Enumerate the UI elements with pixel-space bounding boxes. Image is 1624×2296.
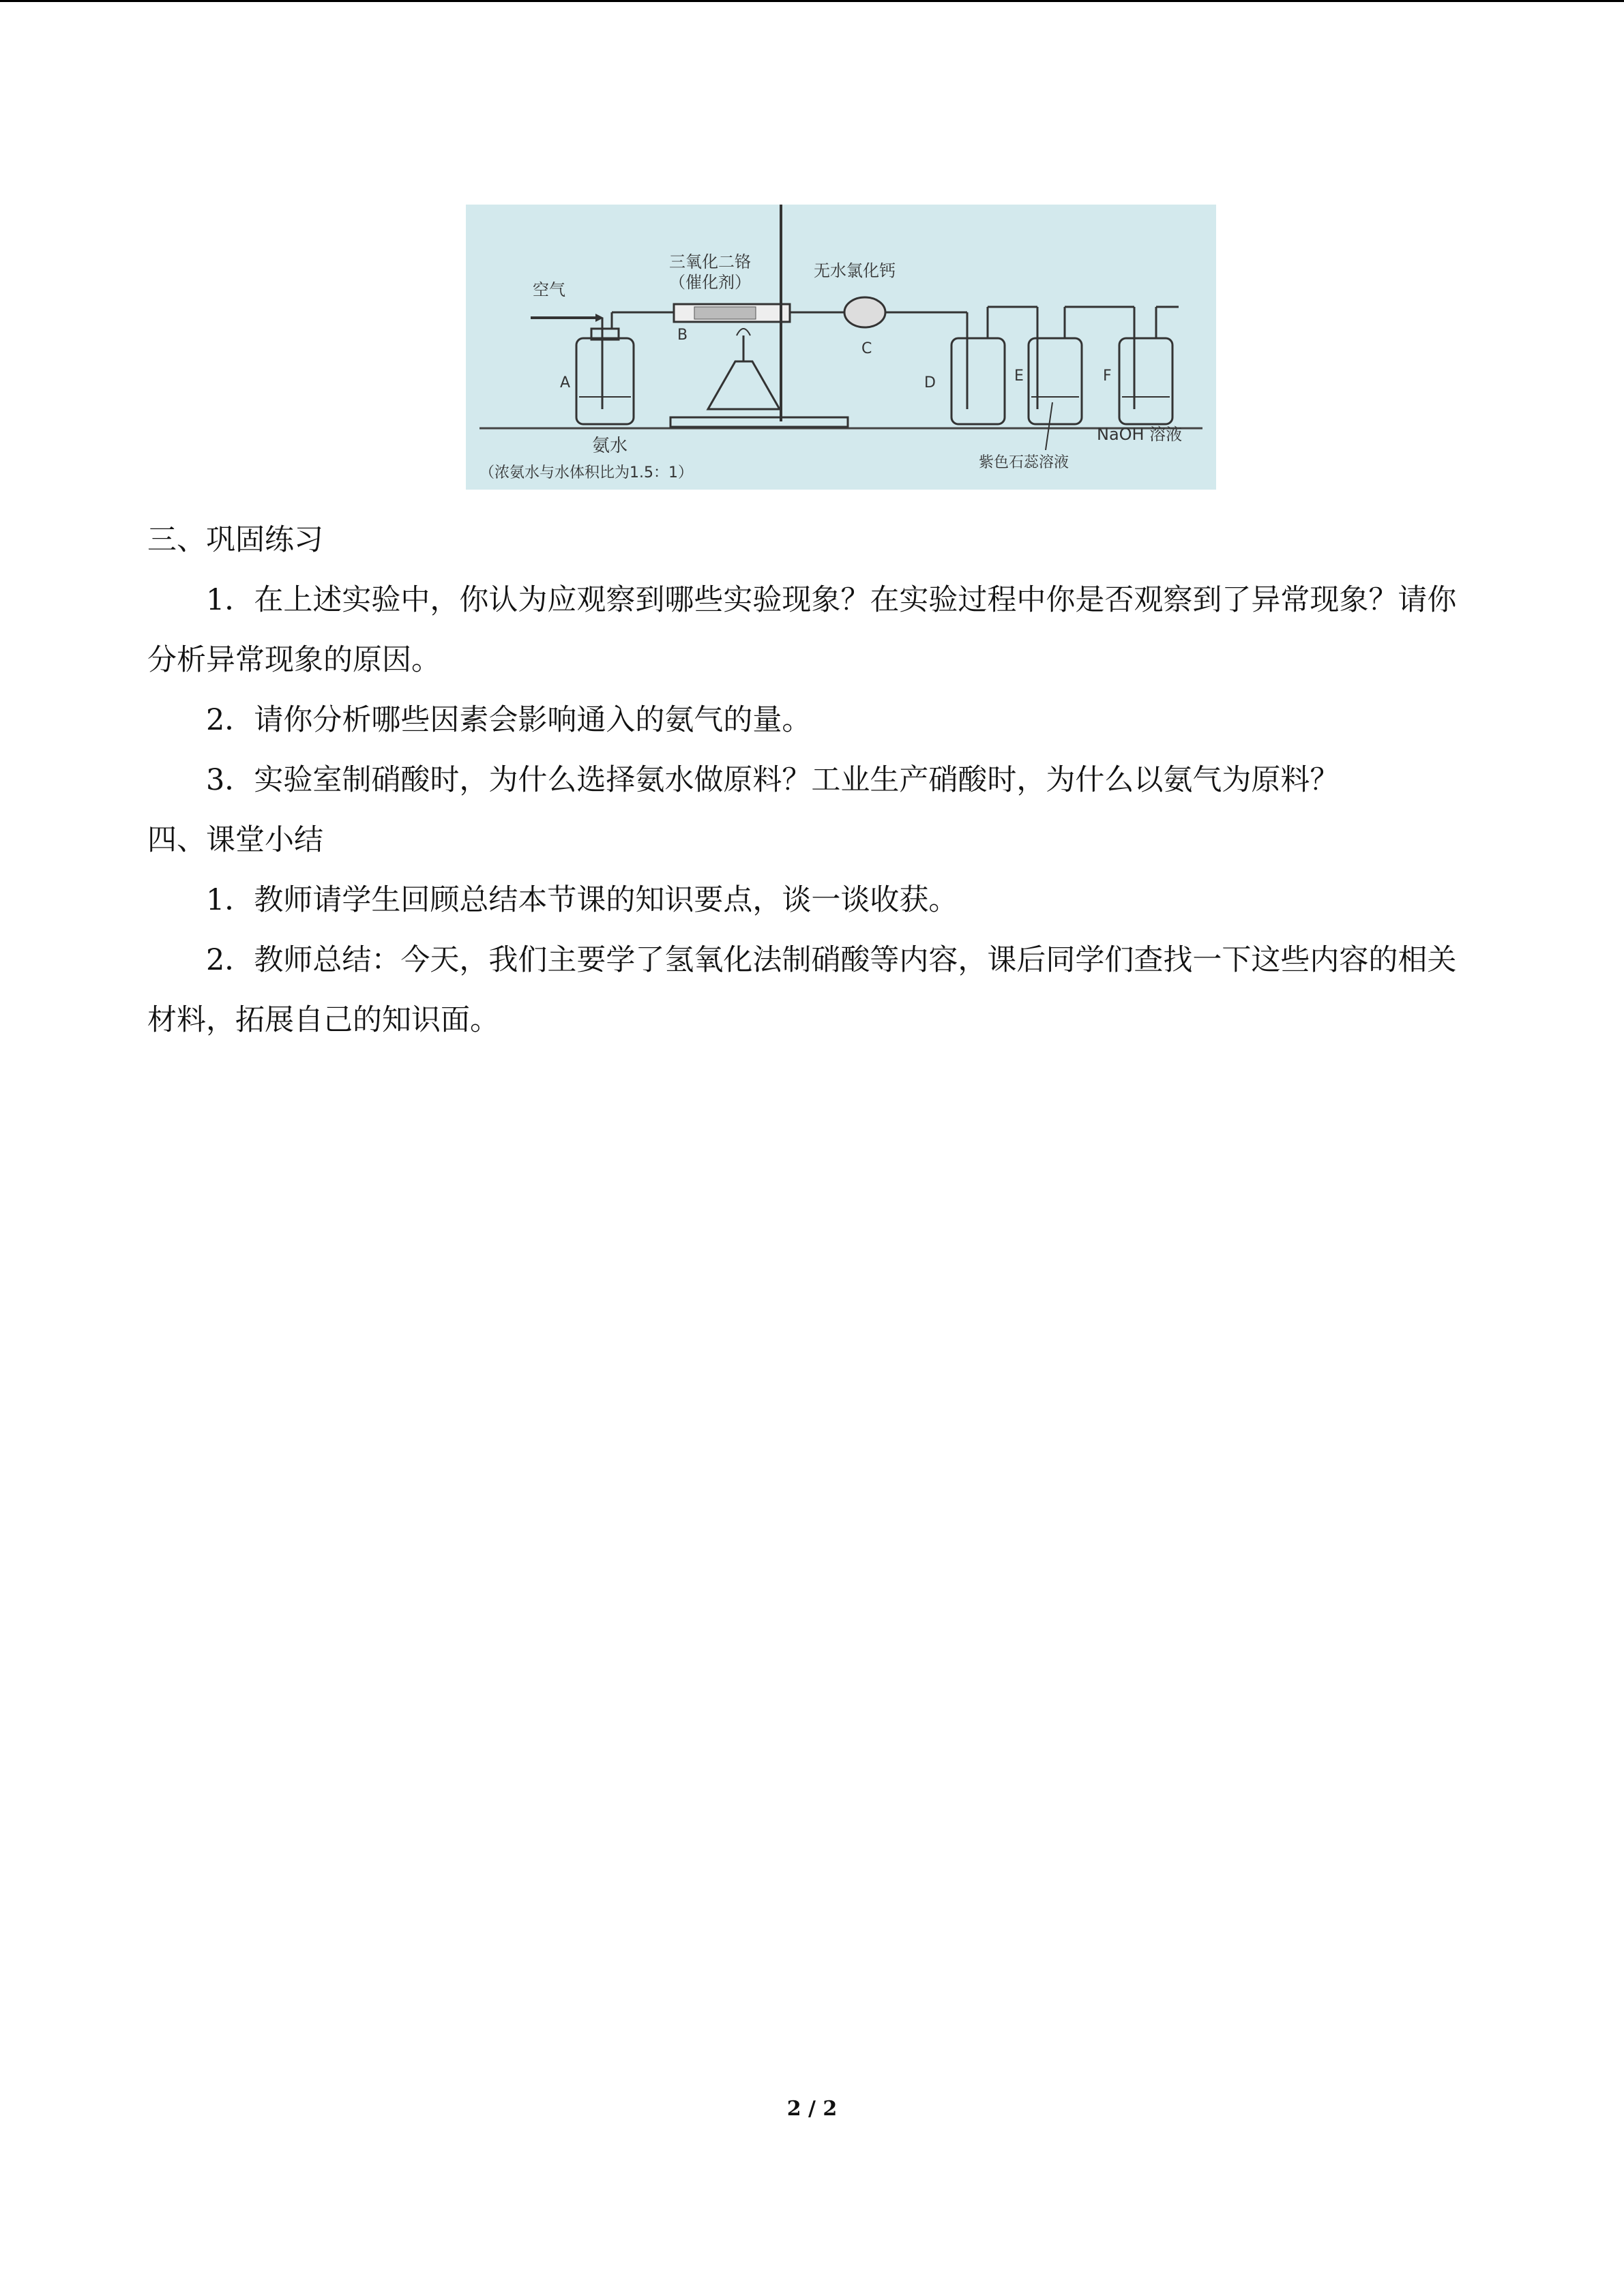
catalyst-bed	[694, 307, 756, 319]
stand-base	[670, 417, 848, 427]
page-number: 2 / 2	[786, 2097, 838, 2121]
label-naoh: NaOH 溶液	[1097, 425, 1183, 444]
section-heading: 四、课堂小结	[147, 823, 323, 857]
section-heading: 三、巩固练习	[147, 523, 323, 557]
label-bottle-b: B	[677, 327, 688, 344]
bottle-a	[576, 338, 634, 424]
alcohol-lamp	[708, 361, 780, 409]
label-litmus: 紫色石蕊溶液	[979, 454, 1069, 471]
label-ammonia: 氨水	[592, 436, 628, 456]
label-catalyst-note: （催化剂）	[669, 273, 751, 292]
label-bottle-f: F	[1103, 368, 1112, 385]
label-bottle-d: D	[924, 374, 936, 391]
document-body	[147, 510, 1477, 1050]
label-bottle-a: A	[560, 374, 571, 391]
experiment-apparatus-figure	[466, 205, 1216, 490]
lamp-flame	[737, 329, 750, 336]
section-summary	[147, 810, 1477, 1050]
section-practice	[147, 510, 1477, 810]
bottle-d	[951, 338, 1005, 424]
paragraph: 1．在上述实验中，你认为应观察到哪些实验现象？在实验过程中你是否观察到了异常现象？请你分析异常现象的原因。	[147, 583, 1457, 677]
label-bottle-e: E	[1014, 368, 1024, 385]
paragraph: 2．教师总结：今天，我们主要学了氢氧化法制硝酸等内容，课后同学们查找一下这些内容的相关材料，拓展自己的知识面。	[147, 943, 1457, 1037]
bottle-f	[1119, 338, 1172, 424]
litmus-leader	[1046, 402, 1052, 450]
paragraph: 2．请你分析哪些因素会影响通入的氨气的量。	[206, 703, 812, 737]
label-desiccant: 无水氯化钙	[814, 261, 896, 280]
label-catalyst-name: 三氧化二铬	[669, 252, 751, 271]
page-top-rule	[0, 0, 1624, 2]
label-bottle-c: C	[861, 340, 872, 357]
paragraph: 1．教师请学生回顾总结本节课的知识要点，谈一谈收获。	[206, 883, 958, 917]
paragraph: 3．实验室制硝酸时，为什么选择氨水做原料？工业生产硝酸时，为什么以氨气为原料？	[206, 763, 1340, 797]
label-ratio-note: （浓氨水与水体积比为1.5：1）	[479, 464, 693, 481]
apparatus-diagram	[466, 205, 1216, 490]
drying-tube-c	[844, 297, 885, 327]
label-air: 空气	[533, 280, 565, 299]
